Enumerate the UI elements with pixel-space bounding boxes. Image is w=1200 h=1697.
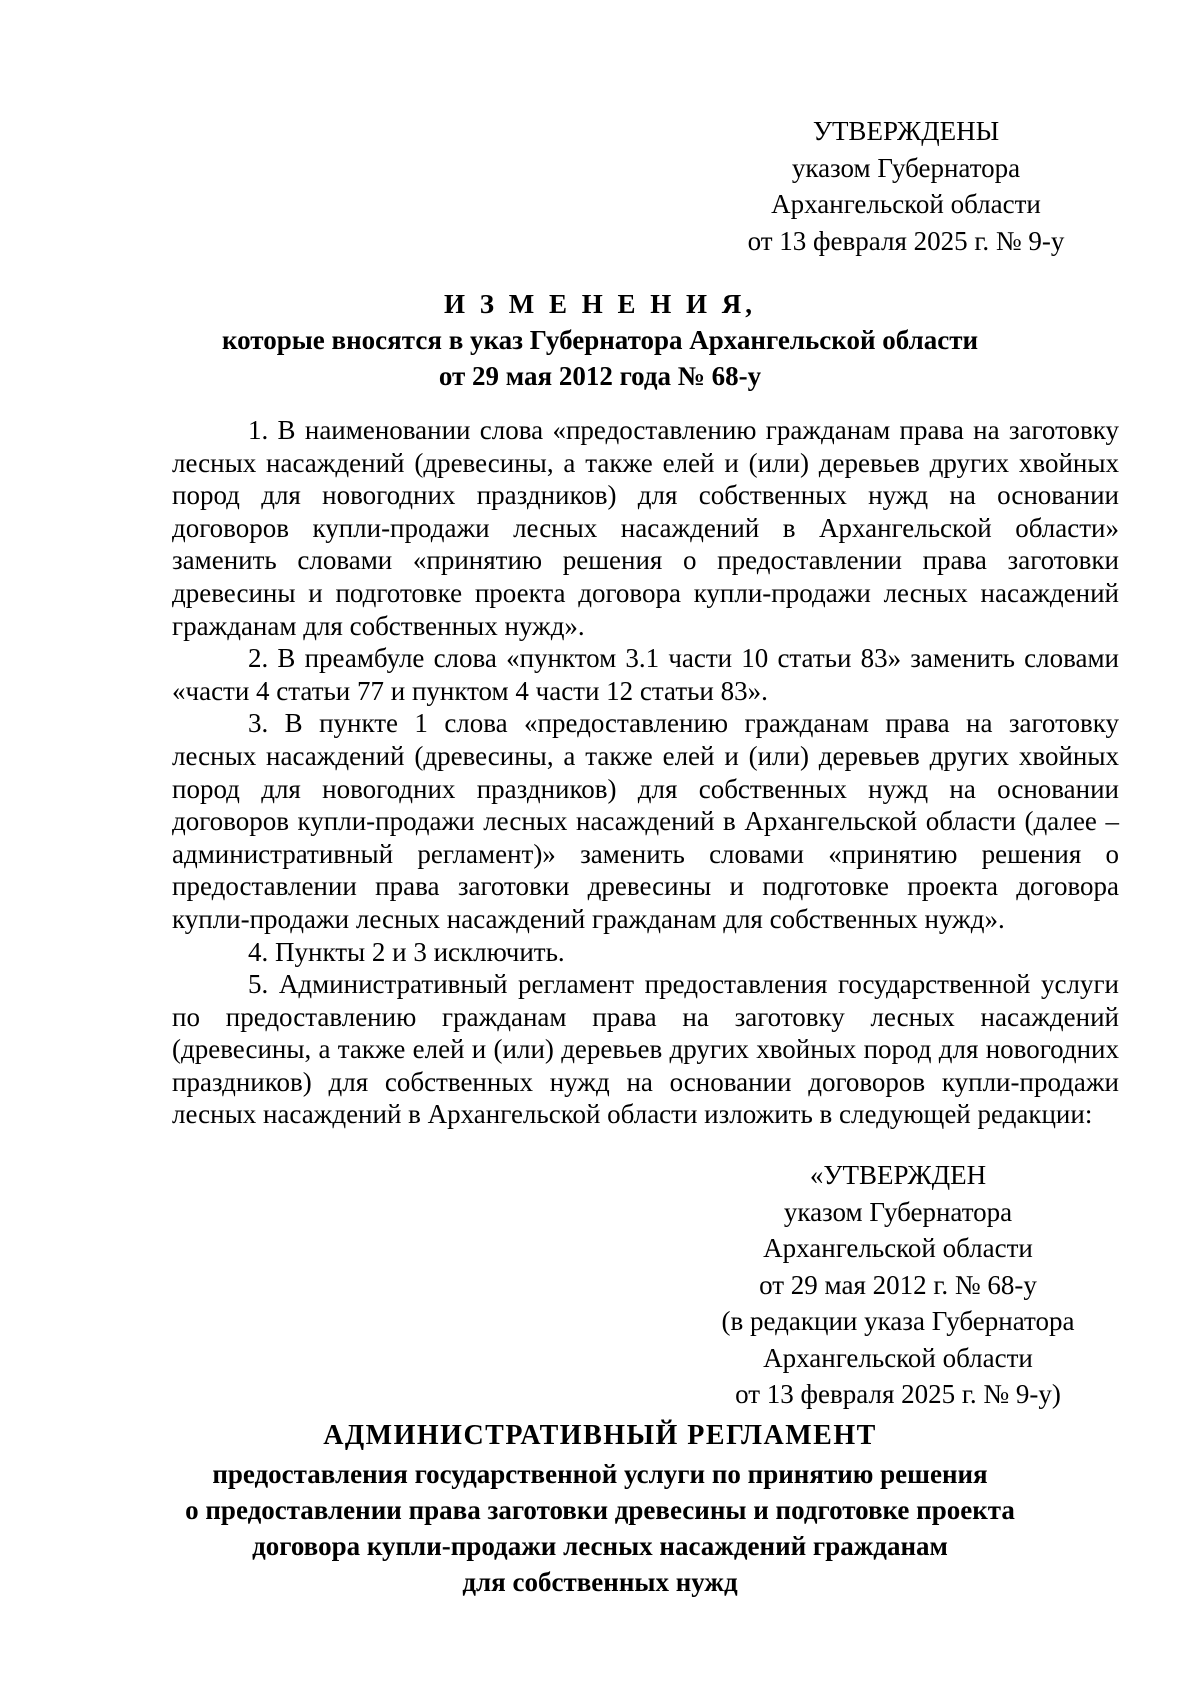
- approval-revision-date: от 13 февраля 2025 г. № 9-у): [735, 1379, 1061, 1409]
- approval-date: от 29 мая 2012 г. № 68-у: [759, 1269, 1037, 1300]
- approval-authority: указом Губернатора: [783, 1196, 1013, 1227]
- regulation-subtitle-line-3: договора купли-продажи лесных насаждений гражданам: [252, 1531, 948, 1561]
- paragraph-5: 5. Административный регламент предоставления государственной услуги по предоставлению гражданам права на заготовку лесных насаждений (древесины, а также елей и (или) деревьев других хвойных пород для новогодних праздников) для собственных нужд на основании договоров купли-продажи лесных насаждений в Архангельской области изложить в следующей редакции:: [172, 969, 1119, 1130]
- changes-heading: [100, 286, 1100, 394]
- regulation-subtitle-line-1: предоставления государственной услуги по принятию решения: [212, 1459, 988, 1489]
- changes-subtitle-line-1: которые вносятся в указ Губернатора Архангельской области: [221, 325, 979, 355]
- approval-region: Архангельской области: [771, 189, 1041, 219]
- paragraph-1: 1. В наименовании слова «предоставлению гражданам права на заготовку лесных насаждений (древесины, а также елей и (или) деревьев других хвойных пород для новогодних праздников) для собственных нужд на основании договоров купли-продажи лесных насаждений в Архангельской области» заменить словами «принятию решения о предоставлении права заготовки древесины и подготовке проекта договора купли-продажи лесных насаждений гражданам для собственных нужд».: [172, 415, 1119, 641]
- approval-stamp-top: [626, 113, 1186, 259]
- approval-revision-region: Архангельской области: [763, 1342, 1033, 1373]
- paragraph-4: 4. Пункты 2 и 3 исключить.: [248, 936, 565, 967]
- paragraph-3: 3. В пункте 1 слова «предоставлению гражданам права на заготовку лесных насаждений (древесины, а также елей и (или) деревьев других хвойных пород для новогодних праздников) для собственных нужд на основании договоров купли-продажи лесных насаждений в Архангельской области (далее – административный регламент)» заменить словами «принятию решения о предоставлении права заготовки древесины и подготовке проекта договора купли-продажи лесных насаждений гражданам для собственных нужд».: [172, 708, 1119, 934]
- changes-title: И З М Е Н Е Н И Я,: [443, 289, 756, 319]
- regulation-heading: [100, 1416, 1100, 1600]
- approval-authority: указом Губернатора: [791, 152, 1021, 183]
- changes-subtitle-line-2: от 29 мая 2012 года № 68-у: [438, 361, 762, 391]
- approval-title: «УТВЕРЖДЕН: [809, 1160, 987, 1190]
- approval-revision: (в редакции указа Губернатора: [721, 1306, 1075, 1336]
- regulation-title: АДМИНИСТРАТИВНЫЙ РЕГЛАМЕНТ: [323, 1420, 877, 1451]
- paragraph-2: 2. В преамбуле слова «пунктом 3.1 части 10 статьи 83» заменить словами «части 4 статьи 77 и пунктом 4 части 12 статьи 83».: [172, 643, 1119, 706]
- regulation-subtitle-line-2: о предоставлении права заготовки древесины и подготовке проекта: [185, 1495, 1015, 1525]
- changes-body: [172, 414, 1119, 1131]
- approval-title: УТВЕРЖДЕНЫ: [812, 116, 1000, 146]
- regulation-subtitle-line-4: для собственных нужд: [462, 1567, 738, 1597]
- approval-region: Архангельской области: [763, 1233, 1033, 1263]
- approval-date: от 13 февраля 2025 г. № 9-у: [747, 225, 1065, 256]
- approval-stamp-bottom: [618, 1157, 1178, 1413]
